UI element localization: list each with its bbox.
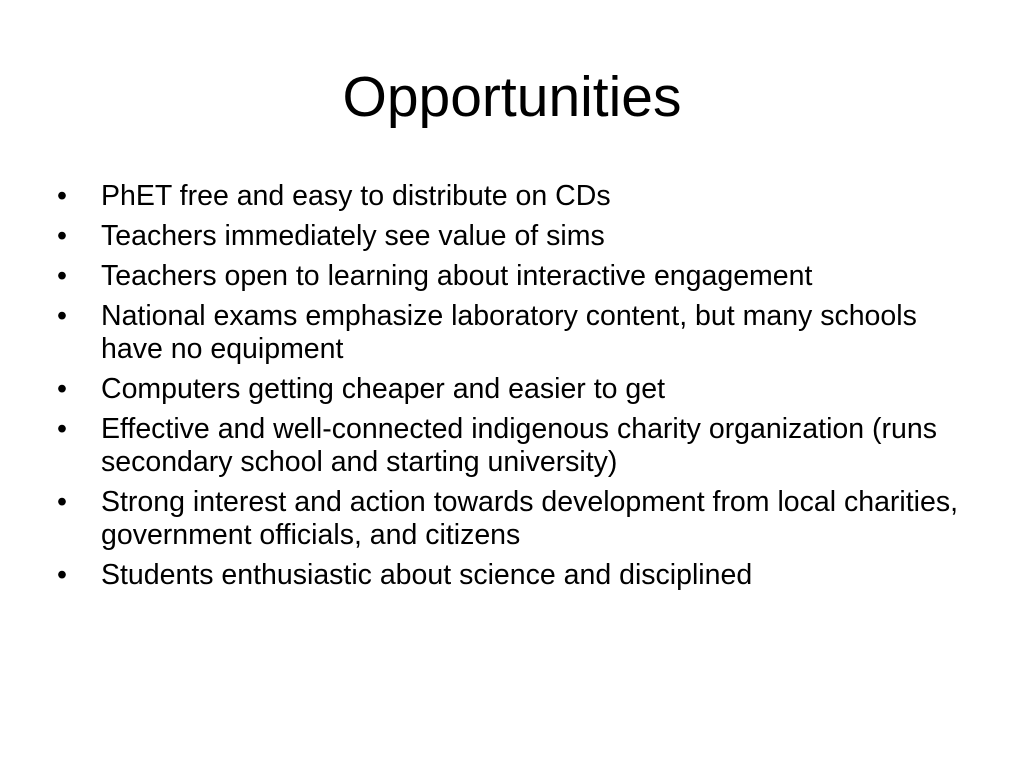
bullet-icon: • — [57, 300, 67, 332]
bullet-text: Students enthusiastic about science and disciplined — [101, 559, 753, 591]
list-item — [57, 300, 977, 366]
bullet-text: National exams emphasize laboratory content, but many schools have no equipment — [101, 300, 917, 365]
bullet-text: Teachers open to learning about interactive engagement — [101, 260, 813, 292]
list-item — [57, 373, 977, 406]
bullet-text: Strong interest and action towards development from local charities, government officials, and citizens — [101, 486, 959, 551]
bullet-text: PhET free and easy to distribute on CDs — [101, 180, 611, 212]
bullet-icon: • — [57, 180, 67, 212]
bullet-icon: • — [57, 559, 67, 591]
list-item — [57, 180, 977, 213]
slide-title: Opportunities — [342, 65, 682, 129]
bullet-list — [57, 180, 977, 599]
list-item — [57, 413, 977, 479]
list-item — [57, 260, 977, 293]
bullet-icon: • — [57, 260, 67, 292]
bullet-icon: • — [57, 373, 67, 405]
bullet-text: Computers getting cheaper and easier to get — [101, 373, 666, 405]
list-item — [57, 559, 977, 592]
bullet-text: Teachers immediately see value of sims — [101, 220, 605, 252]
list-item — [57, 220, 977, 253]
bullet-text: Effective and well-connected indigenous charity organization (runs secondary school and starting university) — [101, 413, 937, 478]
bullet-icon: • — [57, 220, 67, 252]
bullet-icon: • — [57, 486, 67, 518]
list-item — [57, 486, 977, 552]
bullet-icon: • — [57, 413, 67, 445]
